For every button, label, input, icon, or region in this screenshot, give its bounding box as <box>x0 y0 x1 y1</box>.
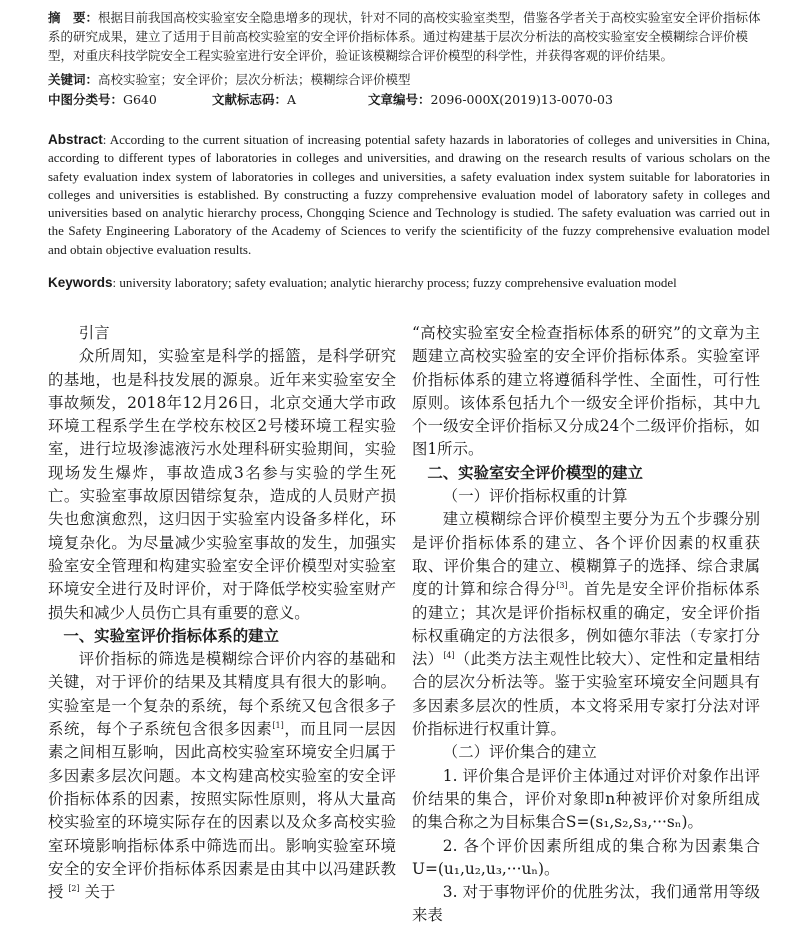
subsection-1-text-c: （此类方法主观性比较大）、定性和定量相结合的层次分析法等。鉴于实验室环境安全问题具有多因素多层次的性质，本文将采用专家打分法对评价指标进行权重计算。 <box>412 650 760 739</box>
citation-ref-4: [4] <box>443 651 455 661</box>
keywords-en-text: : university laboratory; safety evaluation; analytic hierarchy process; fuzzy comprehensive evaluation model <box>112 275 677 290</box>
citation-ref-1: [1] <box>272 720 284 730</box>
clc-value: G640 <box>123 92 157 107</box>
article-number-label: 文章编号： <box>368 92 431 107</box>
section-2-heading: 二、实验室安全评价模型的建立 <box>427 463 643 482</box>
citation-ref-3: [3] <box>556 581 568 591</box>
abstract-cn-text: 根据目前我国高校实验室安全隐患增多的现状，针对不同的高校实验室类型，借鉴各学者关于高校实验室安全评价指标体系的研究成果，建立了适用于目前高校实验室的安全评价指标体系。通过构建基于层次分析法的高校实验室安全模糊综合评价模型，对重庆科技学院安全工程实验室进行安全评价，验证该模糊综合评价模型的科学性，并获得客观的评价结果。 <box>48 10 761 63</box>
classification-row <box>48 90 770 109</box>
abstract-en-label: Abstract <box>48 132 103 147</box>
article-number-field <box>368 90 613 109</box>
section-1-text-c: 关于 <box>84 883 116 902</box>
right-column <box>412 322 760 928</box>
intro-heading: 引言 <box>78 324 110 342</box>
keywords-en-label: Keywords <box>48 275 113 290</box>
doc-code-value: A <box>287 92 297 107</box>
keywords-en <box>48 274 770 292</box>
section-1-text-b: ，而且同一层因素之间相互影响，因此高校实验室环境安全归属于多因素多层次问题。本文构建高校实验室的安全评价指标体系的因素，按照实际性原则，将从大量高校实验室的环境实际存在的因素以及众多高校实验室环境影响指标体系中筛选而出。影响实验室环境安全的安全评价指标体系因素是由其中以冯建跃教授 <box>48 720 396 902</box>
keywords-cn-text: 高校实验室；安全评价；层次分析法；模糊综合评价模型 <box>98 72 411 87</box>
section-1-text-a: 评价指标的筛选是模糊综合评价内容的基础和关键，对于评价的结果及其精度具有很大的影响。实验室是一个复杂的系统，每个系统又包含很多子系统，每个子系统包含很多因素 <box>48 650 396 739</box>
keywords-cn <box>48 70 770 89</box>
abstract-cn-label: 摘 要： <box>48 10 99 25</box>
subsection-1-text-a: 建立模糊综合评价模型主要分为五个步骤分别是评价指标体系的建立、各个评价因素的权重获取、评价集合的建立、模糊算子的选择、综合隶属度的计算和综合得分 <box>412 510 760 599</box>
keywords-cn-label: 关键词： <box>48 72 99 87</box>
doc-code-label: 文献标志码： <box>212 92 288 107</box>
right-continuation-paragraph: “高校实验室安全检查指标体系的研究”的文章为主题建立高校实验室的安全评价指标体系。实验室评价指标体系的建立将遵循科学性、全面性，可行性原则。该体系包括九个一级安全评价指标，其中九个一级安全评价指标又分成24个二级评价指标，如图1所示。 <box>412 324 760 459</box>
subsection-1-paragraph <box>412 508 760 741</box>
section-1-heading: 一、实验室评价指标体系的建立 <box>63 626 279 645</box>
abstract-en <box>48 131 770 259</box>
evaluation-set-item-2: 2. 各个评价因素所组成的集合称为因素集合U=(u₁,u₂,u₃,···uₙ)。 <box>412 836 760 878</box>
section-1-paragraph <box>48 648 396 904</box>
evaluation-set-item-3: 3. 对于事物评价的优胜劣汰，我们通常用等级来表 <box>412 883 760 925</box>
left-column <box>48 322 396 904</box>
intro-paragraph: 众所周知，实验室是科学的摇篮，是科学研究的基地，也是科技发展的源泉。近年来实验室安全事故频发，2018年12月26日，北京交通大学市政环境工程系学生在学校东校区2号楼环境工程实验室，进行垃圾渗滤液污水处理科研实验期间，实验现场发生爆炸，事故造成3名参与实验的学生死亡。实验室事故原因错综复杂，造成的人员财产损失也愈演愈烈，这归因于实验室内设备多样化，环境复杂化。为尽量减少实验室事故的发生，加强实验室安全管理和构建实验室安全评价模型对实验室环境安全进行及时评价，对于降低学校实验室财产损失和减少人员伤亡具有重要的意义。 <box>48 347 396 622</box>
subsection-1-heading: （一）评价指标权重的计算 <box>442 487 628 506</box>
abstract-cn <box>48 8 770 65</box>
abstract-en-text: : According to the current situation of increasing potential safety hazards in laboratories of colleges and universities in China, according to different types of laboratories in colleges and universities, and drawing on the research results of various scholars on the safety evaluation index system of laboratories in colleges and universities, a safety evaluation index system suitable for laboratories in colleges and universities is established. By constructing a fuzzy comprehensive evaluation model of laboratory safety in colleges and universities based on analytic hierarchy process, Chongqing Science and Technology is studied. The safety evaluation was carried out in the Safety Engineering Laboratory of the Academy of Sciences to verify the scientificity of the fuzzy comprehensive evaluation model and obtain objective evaluation results. <box>48 132 770 257</box>
subsection-1-text-b: 。首先是安全评价指标体系的建立；其次是评价指标权重的确定，安全评价指标权重确定的方法很多，例如德尔菲法（专家打分法） <box>412 580 760 669</box>
clc-field <box>48 90 212 109</box>
article-number-value: 2096-000X(2019)13-0070-03 <box>430 92 613 107</box>
evaluation-set-item-1: 1. 评价集合是评价主体通过对评价对象作出评价结果的集合，评价对象即n种被评价对象所组成的集合称之为目标集合S=(s₁,s₂,s₃,···sₙ)。 <box>412 766 760 832</box>
subsection-2-heading: （二）评价集合的建立 <box>442 743 597 762</box>
citation-ref-2: [2] <box>68 884 80 893</box>
clc-label: 中图分类号： <box>48 92 124 107</box>
doc-code-field <box>212 90 368 109</box>
